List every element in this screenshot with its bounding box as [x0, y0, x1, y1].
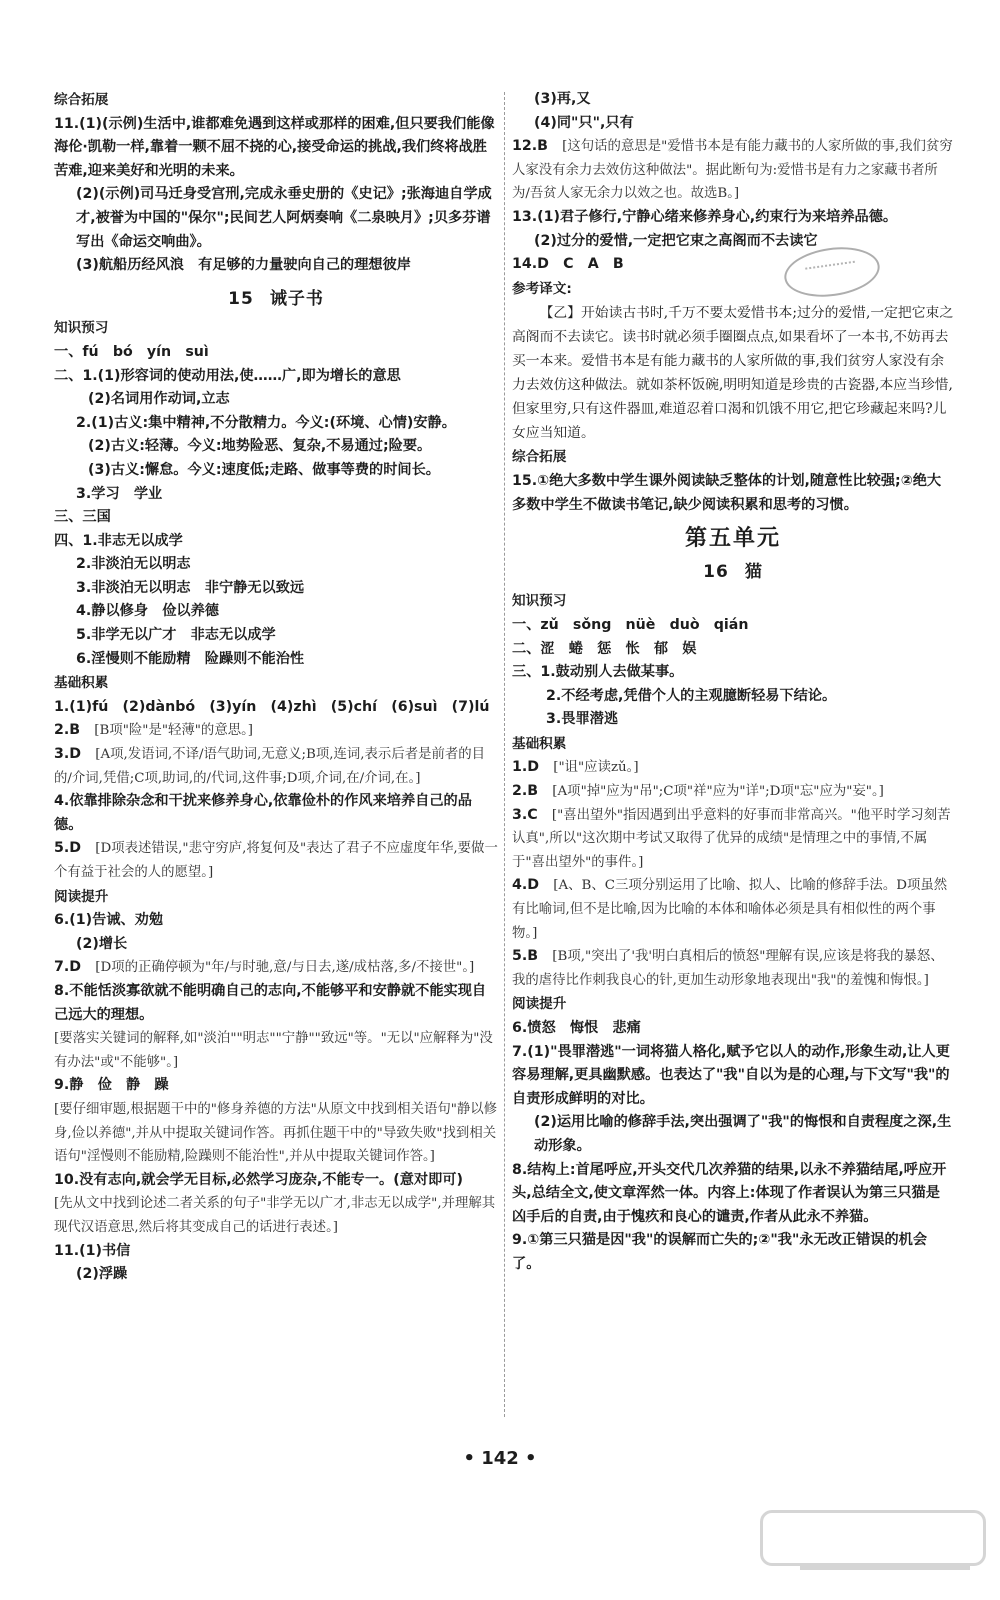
answer-explanation: [B项,"突出了'我'明白真相后的愤怒"理解有误,应该是将我的暴怒、我的虐待比作刺我良心的针,更加生动形象地表现出"我"的羞愧和悔恨。]: [512, 949, 944, 988]
answer-text: 1.(1)fú (2)dànbó (3)yín (4)zhì (5)chí (6)suì (7)lú: [54, 698, 490, 715]
answer-text: 13.(1)君子修行,宁静心绪来修养身心,约束行为来培养品德。: [512, 208, 898, 225]
lesson-name: 猫: [744, 561, 763, 582]
answer-explanation: [先从文中找到论述二者关系的句子"非学无以广才,非志无以成学",并理解其现代汉语意思,然后将其变成自己的话进行表述。]: [54, 1196, 496, 1235]
answer-text: 4.D: [512, 877, 540, 894]
answer-text: (2)浮躁: [76, 1266, 128, 1283]
answer-text: (3)再,又: [534, 91, 591, 107]
answer-line: [512, 1017, 954, 1041]
answer-text: 8.结构上:首尾呼应,开头交代几次养猫的结果,以永不养猫结尾,呼应开头,总结全文,使文章浑然一体。内容上:体现了作者误认为第三只猫是凶手后的自责,由于愧疚和良心的谴责,作者从此永不养猫。: [512, 1161, 947, 1225]
answer-text: 3.C: [512, 806, 538, 823]
answer-explanation: [这句话的意思是"爱惜书本是有能力藏书的人家所做的事,我们贫穷人家没有余力去效仿这种做法"。据此断句为:爱惜书是有力之家藏书者所为/吾贫人家无余力以效之也。故选B。]: [512, 139, 953, 202]
answer-text: 8.不能恬淡寡欲就不能明确自己的志向,不能够平和安静就不能实现自己远大的理想。: [54, 982, 487, 1023]
answer-text: 9.①第三只猫是因"我"的误解而亡失的;②"我"永无改正错误的机会了。: [512, 1232, 928, 1272]
answer-line: [54, 1169, 498, 1193]
answer-line: [512, 804, 954, 875]
answer-text: 4.静以修身 俭以养德: [76, 603, 219, 620]
lesson-number: 15: [228, 288, 254, 309]
answer-text: 一、fú bó yín suì: [54, 343, 209, 360]
answer-line: [512, 88, 954, 112]
answer-line: [54, 719, 498, 743]
answer-text: 三、1.鼓动别人去做某事。: [512, 664, 684, 681]
lesson-name: 诫子书: [269, 288, 324, 309]
answer-line: [54, 113, 498, 184]
answer-text: 11.(1)(示例)生活中,谁都难免遇到这样或那样的困难,但只要我们能像海伦·凯勒一样,靠着一颗不屈不挠的心,接受命运的挑战,我们终将战胜苦难,迎来美好和光明的未来。: [54, 115, 495, 179]
answer-text: 3.D: [54, 746, 82, 763]
answer-line: [54, 956, 498, 980]
page-number: • 142 •: [463, 1448, 537, 1469]
answer-explanation: ["诅"应读zǔ。]: [553, 760, 639, 776]
answer-text: 10.没有志向,就会学无目标,必然学习庞杂,不能专一。(意对即可): [54, 1171, 463, 1188]
answer-text: 5.B: [512, 948, 539, 965]
answer-text: 9.静 俭 静 躁: [54, 1077, 169, 1094]
section-heading: 阅读提升: [54, 888, 109, 905]
answer-text: (3)航船历经风浪 有足够的力量驶向自己的理想彼岸: [76, 257, 411, 274]
answer-line: [54, 254, 498, 278]
answer-text: 2.B: [512, 783, 539, 800]
answer-text: 7.(1)"畏罪潜逃"一词将猫人格化,赋予它以人的动作,形象生动,让人更容易理解,更具幽默感。也表达了"我"自以为是的心理,与下文写"我"的自责形成鲜明的对比。: [512, 1043, 950, 1107]
answer-text: 2.B: [54, 722, 81, 739]
answer-line: [54, 1240, 498, 1264]
section-heading: 综合拓展: [54, 92, 109, 108]
answer-text: 6.愤怒 悔恨 悲痛: [512, 1020, 641, 1036]
answer-text: (2)增长: [76, 935, 128, 952]
answer-line: [512, 874, 954, 945]
answer-line: [512, 661, 954, 685]
answer-explanation: [D项的正确停顿为"年/与时驰,意/与日去,遂/成枯落,多/不接世"。]: [95, 960, 475, 976]
answer-line: [54, 909, 498, 933]
section-heading: 知识预习: [54, 320, 109, 337]
answer-line: [54, 624, 498, 648]
column-divider: [504, 92, 505, 1417]
answer-explanation: [要仔细审题,根据题干中的"修身养德的方法"从原文中找到相关语句"静以修身,俭以养德",并从中提取关键词作答。再抓住题干中的"导致失败"找到相关语句"淫慢则不能励精,险躁则不能治性",并从中提取关键词作答。]: [54, 1101, 498, 1165]
answer-line: [512, 614, 954, 638]
answer-line: [512, 638, 954, 662]
answer-text: 3.非淡泊无以明志 非宁静无以致远: [76, 579, 305, 596]
answer-explanation: ["喜出望外"指因遇到出乎意料的好事而非常高兴。"他平时学习刻苦认真",所以"这次期中考试又取得了优异的成绩"是情理之中的事情,不属于"喜出望外"的事件。]: [512, 807, 951, 870]
answer-line: [54, 412, 498, 436]
answer-line: [54, 388, 498, 412]
answer-line: [512, 756, 954, 780]
section-heading: 知识预习: [512, 593, 567, 610]
answer-line: [54, 341, 498, 365]
answer-text: 4.依靠排除杂念和干扰来修养身心,依靠俭朴的作风来培养自己的品德。: [54, 793, 472, 833]
answer-line: [54, 459, 498, 483]
answer-text: 三、三国: [54, 509, 111, 526]
answer-line: [512, 708, 954, 732]
answer-line: [54, 577, 498, 601]
answer-line: [512, 685, 954, 709]
answer-explanation: [D项表述错误,"悲守穷庐,将复何及"表达了君子不应虚度年华,要做一个有益于社会的人的愿望。]: [54, 841, 498, 880]
answer-explanation: [B项"险"是"轻薄"的意思。]: [94, 723, 254, 739]
answer-line: [54, 600, 498, 624]
answer-line: [512, 230, 954, 254]
right-column: [512, 88, 954, 1277]
answer-line: [54, 837, 498, 884]
answer-explanation: [A项,发语词,不译/语气助词,无意义;B项,连词,表示后者是前者的目的/介词,凭借;C项,助词,的/代词,这件事;D项,介词,在/介词,在。]: [54, 747, 486, 786]
answer-text: 3.学习 学业: [76, 485, 163, 502]
translation-paragraph: 【乙】开始读古书时,千万不要太爱惜书本;过分的爱惜,一定把它束之高阁而不去读它。读书时就必须手圈圈点点,如果看坏了一本书,不妨再去买一本来。爱惜书本是有能力藏书的人家所做的事,我们贫穷人家没有余力去效仿这种做法。就如茶杯饭碗,明明知道是珍贵的古瓷器,本应当珍惜,但家里穷,只有这件器皿,难道忍着口渴和饥饿不用它,把它珍藏起来吗?儿女应当知道。: [512, 305, 954, 442]
answer-text: (2)古义:轻薄。今义:地势险恶、复杂,不易通过;险要。: [88, 438, 432, 455]
answer-line: [54, 1263, 498, 1287]
left-column: [54, 88, 498, 1287]
answer-text: 5.D: [54, 840, 82, 857]
answer-text: 7.D: [54, 959, 82, 976]
answer-line: [512, 470, 954, 517]
answer-line: [54, 980, 498, 1027]
section-heading: 基础积累: [512, 735, 567, 752]
section-heading: 综合拓展: [512, 449, 567, 466]
answer-explanation: [要落实关键词的解释,如"淡泊""明志""宁静""致远"等。"无以"应解释为"没有办法"或"不能够"。]: [54, 1031, 493, 1070]
answer-line: [512, 945, 954, 992]
answer-text: (2)(示例)司马迁身受宫刑,完成永垂史册的《史记》;张海迪自学成才,被誉为中国的"保尔";民间艺人阿炳奏响《二泉映月》;贝多芬谱写出《命运交响曲》。: [76, 186, 492, 250]
answer-line: [512, 135, 954, 206]
answer-line: [54, 933, 498, 957]
answer-text: 1.D: [512, 759, 540, 776]
answer-text: 12.B: [512, 138, 548, 155]
answer-line: [54, 790, 498, 837]
answer-text: 3.畏罪潜逃: [546, 711, 619, 728]
answer-line: [54, 1074, 498, 1098]
answer-text: (2)过分的爱惜,一定把它束之高阁而不去读它: [534, 232, 818, 249]
answer-line: [54, 435, 498, 459]
answer-text: 6.淫慢则不能励精 险躁则不能治性: [76, 650, 305, 667]
answer-text: 四、1.非志无以成学: [54, 532, 183, 549]
unit-title: 第五单元: [684, 526, 781, 552]
answer-line: [512, 206, 954, 230]
answer-line: [54, 648, 498, 672]
answer-line: [54, 530, 498, 554]
answer-line: [54, 553, 498, 577]
answer-line: [512, 1041, 954, 1112]
answer-text: (4)同"只",只有: [534, 114, 634, 131]
answer-text: (2)名词用作动词,立志: [88, 391, 230, 408]
lesson-title: [512, 561, 954, 585]
answer-text: 2.(1)古义:集中精神,不分散精力。今义:(环境、心情)安静。: [76, 414, 456, 431]
answer-line: [54, 483, 498, 507]
answer-text: 二、涩 蜷 惩 怅 郁 娱: [512, 640, 697, 657]
answer-text: 一、zǔ sǒng nüè duò qián: [512, 616, 749, 633]
watermark-logo-icon: [760, 1510, 980, 1590]
answer-text: 2.非淡泊无以明志: [76, 556, 191, 573]
answer-text: 11.(1)书信: [54, 1242, 131, 1259]
answer-text: 14.D C A B: [512, 256, 624, 273]
answer-line: [54, 183, 498, 254]
answer-text: (2)运用比喻的修辞手法,突出强调了"我"的悔恨和自责程度之深,生动形象。: [534, 1114, 952, 1154]
answer-line: [512, 1159, 954, 1230]
answer-text: 6.(1)告诫、劝勉: [54, 912, 164, 929]
answer-line: [54, 365, 498, 389]
lesson-title: [54, 288, 498, 312]
answer-text: 5.非学无以广才 非志无以成学: [76, 627, 276, 644]
answer-line: [512, 112, 954, 136]
answer-text: (3)古义:懈怠。今义:速度低;走路、做事等费的时间长。: [88, 461, 440, 478]
answer-line: [512, 780, 954, 804]
answer-text: 二、1.(1)形容词的使动用法,使……广,即为增长的意思: [54, 367, 401, 384]
answer-explanation: [A项"掉"应为"吊";C项"祥"应为"详";D项"忘"应为"妄"。]: [552, 784, 884, 800]
lesson-number: 16: [703, 561, 729, 582]
answer-line: [54, 743, 498, 790]
answer-text: 15.①绝大多数中学生课外阅读缺乏整体的计划,随意性比较强;②绝大多数中学生不做读书笔记,缺少阅读积累和思考的习惯。: [512, 472, 942, 513]
section-heading: 阅读提升: [512, 996, 567, 1013]
answer-explanation: [A、B、C三项分别运用了比喻、拟人、比喻的修辞手法。D项虽然有比喻词,但不是比喻,因为比喻的本体和喻体必须是具有相似性的两个事物。]: [512, 878, 948, 941]
answer-text: 2.不经考虑,凭借个人的主观臆断轻易下结论。: [546, 687, 837, 704]
section-heading: 基础积累: [54, 675, 109, 692]
answer-line: [512, 1111, 954, 1158]
section-heading: 参考译文:: [512, 280, 572, 297]
answer-line: [54, 506, 498, 530]
answer-line: [512, 253, 954, 277]
answer-line: [54, 696, 498, 720]
answer-line: [512, 1229, 954, 1276]
